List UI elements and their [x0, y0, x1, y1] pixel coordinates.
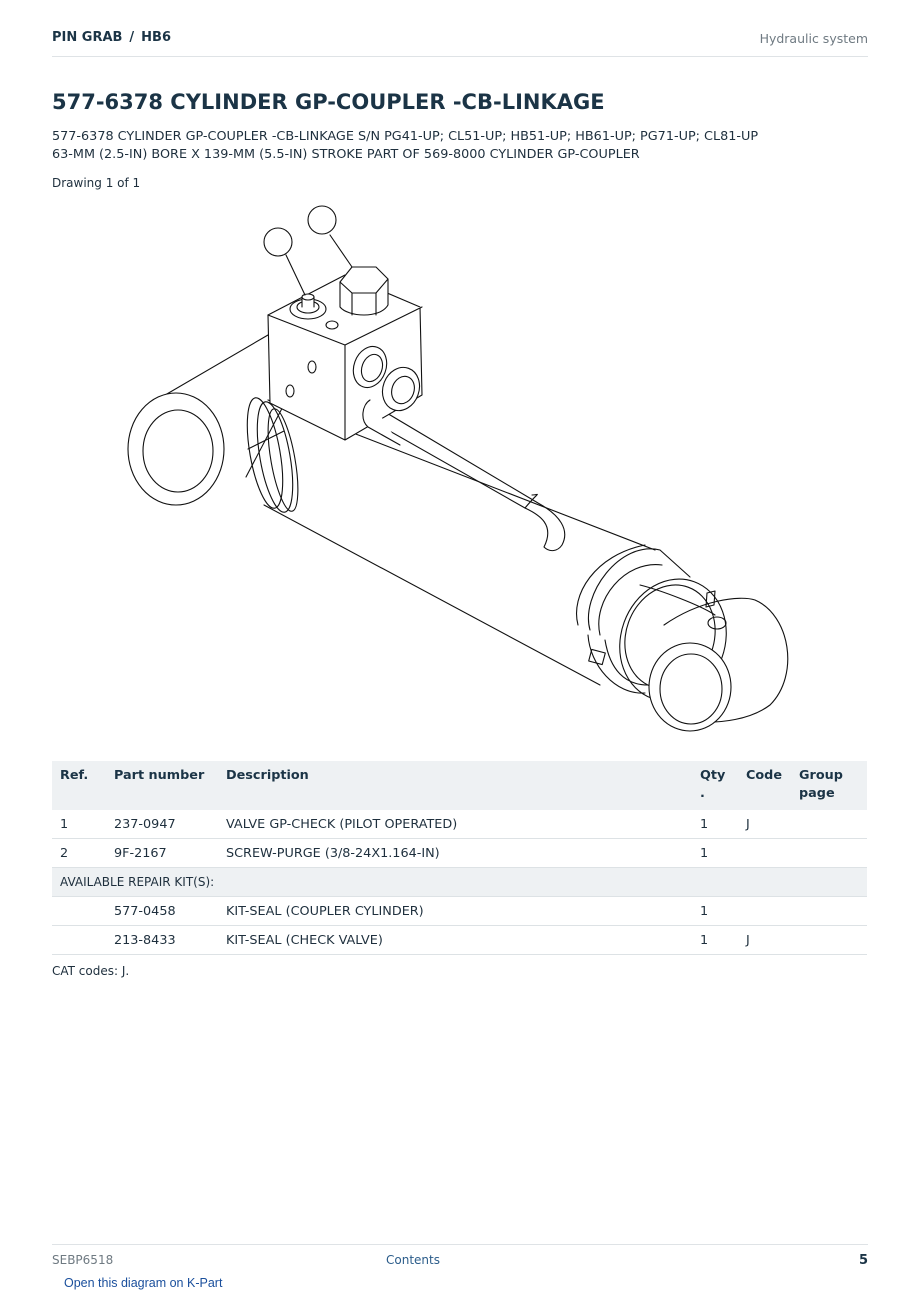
cell-part-number: 577-0458 [106, 897, 218, 926]
breadcrumb-machine[interactable]: PIN GRAB [52, 30, 123, 45]
table-header-row [52, 761, 867, 810]
cell-description: KIT-SEAL (COUPLER CYLINDER) [218, 897, 692, 926]
hydraulic-tube [358, 403, 565, 551]
column-header-part-number: Part number [106, 761, 218, 810]
section-name: Hydraulic system [759, 31, 868, 46]
page-header [52, 28, 868, 57]
cell-ref: 1 [52, 810, 106, 839]
cell-qty: 1 [692, 897, 738, 926]
cell-qty: 1 [692, 810, 738, 839]
cell-part-number: 213-8433 [106, 926, 218, 955]
document-id: SEBP6518 [52, 1253, 114, 1267]
page-title: 577-6378 CYLINDER GP-COUPLER -CB-LINKAGE [52, 90, 605, 114]
column-header-ref: Ref. [52, 761, 106, 810]
breadcrumb [52, 30, 171, 45]
breadcrumb-model[interactable]: HB6 [141, 30, 172, 45]
table-row [52, 810, 867, 839]
cell-code [738, 839, 791, 868]
contents-link[interactable]: Contents [386, 1253, 440, 1267]
hydraulic-cylinder-illustration [100, 195, 820, 745]
table-row [52, 926, 867, 955]
cell-group-page [791, 897, 867, 926]
repair-kit-heading: AVAILABLE REPAIR KIT(S): [52, 868, 867, 897]
cell-code [738, 897, 791, 926]
cell-part-number: 9F-2167 [106, 839, 218, 868]
column-header-description: Description [218, 761, 692, 810]
cylinder-barrel [241, 395, 655, 685]
cell-code: J [738, 810, 791, 839]
drawing-label: Drawing 1 of 1 [52, 176, 141, 190]
part-description [52, 128, 872, 163]
cell-qty: 1 [692, 926, 738, 955]
column-header-code: Code [738, 761, 791, 810]
cell-part-number: 237-0947 [106, 810, 218, 839]
table-row [52, 839, 867, 868]
cell-ref [52, 897, 106, 926]
column-header-group-page: Group page [791, 761, 867, 810]
cell-qty: 1 [692, 839, 738, 868]
page-footer [52, 1244, 868, 1275]
description-line: 577-6378 CYLINDER GP-COUPLER -CB-LINKAGE S/N PG41-UP; CL51-UP; HB51-UP; HB61-UP; PG71-UP; CL81-UP [52, 129, 759, 144]
cell-description: VALVE GP-CHECK (PILOT OPERATED) [218, 810, 692, 839]
rod-eye [649, 598, 788, 731]
column-header-qty: Qty . [692, 761, 738, 810]
cell-group-page [791, 810, 867, 839]
description-line: 63-MM (2.5-IN) BORE X 139-MM (5.5-IN) STROKE PART OF 569-8000 CYLINDER GP-COUPLER [52, 146, 640, 162]
cell-description: SCREW-PURGE (3/8-24X1.164-IN) [218, 839, 692, 868]
cell-ref: 2 [52, 839, 106, 868]
parts-table [52, 761, 867, 955]
cell-code: J [738, 926, 791, 955]
check-valve-plug [340, 267, 388, 315]
cat-codes-note: CAT codes: J. [52, 964, 130, 978]
page-number: 5 [858, 1253, 868, 1268]
cell-ref [52, 926, 106, 955]
cell-description: KIT-SEAL (CHECK VALVE) [218, 926, 692, 955]
breadcrumb-separator: / [129, 30, 135, 45]
cell-group-page [791, 926, 867, 955]
open-in-kpart-link[interactable]: Open this diagram on K-Part [64, 1276, 223, 1290]
cell-group-page [791, 839, 867, 868]
table-row [52, 897, 867, 926]
repair-kit-heading-row [52, 868, 867, 897]
